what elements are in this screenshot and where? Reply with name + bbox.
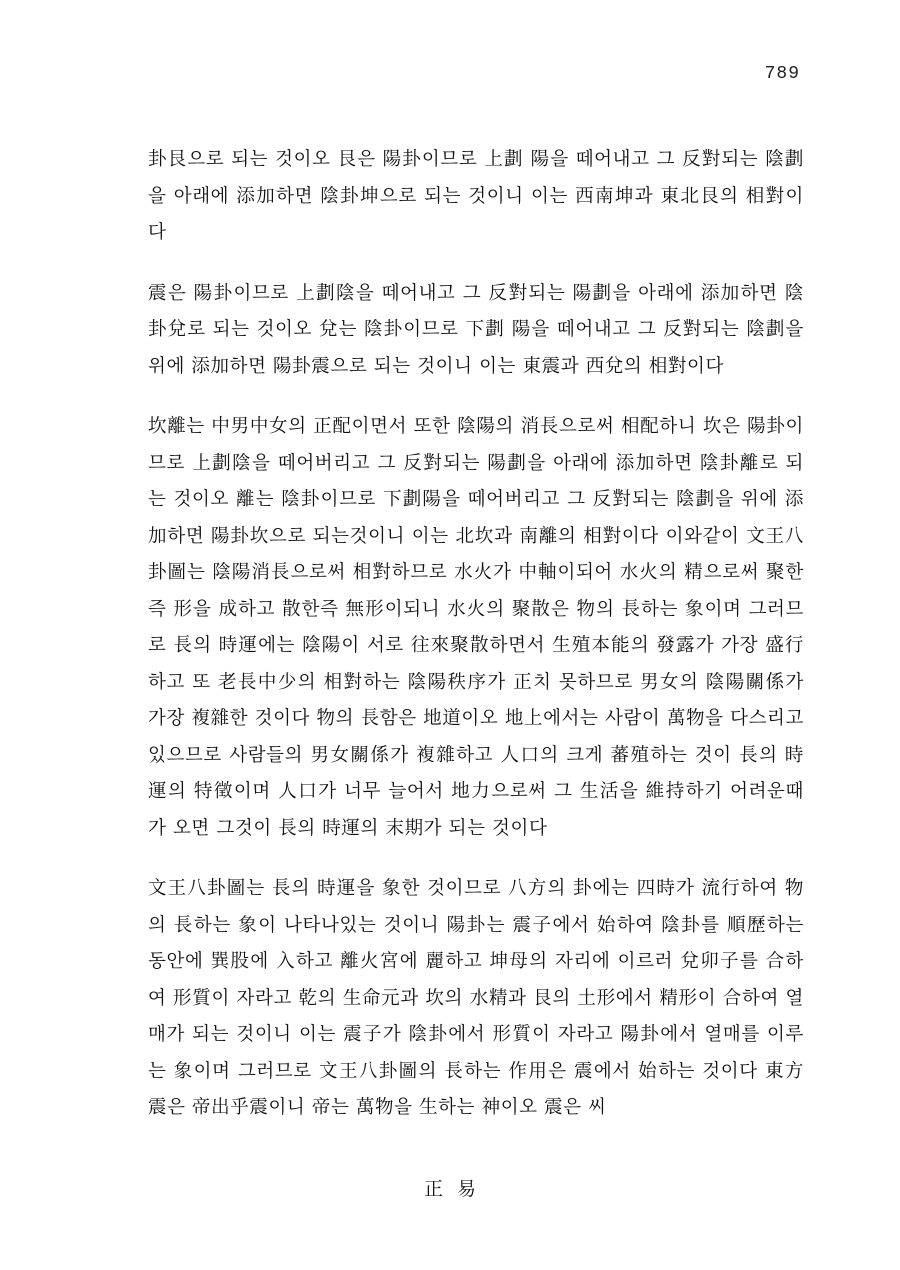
paragraph: 坎離는 中男中女의 正配이면서 또한 陰陽의 消長으로써 相配하니 坎은 陽卦이므로 上劃陰을 떼어버리고 그 反對되는 陽劃을 아래에 添加하면 陰卦離로 되는 것이오 離는 陰卦이므로 下劃陽을 떼어버리고 그 反對되는 陰劃을 위에 添加하면 陽卦坎으로 되는것이니 이는 北坎과 南離의 相對이다 이와같이 文王八卦圖는 陰陽消長으로써 相對하므로 水火가 中軸이되어 水火의 精으로써 聚한즉 形을 成하고 散한즉 無形이되니 水火의 聚散은 物의 長하는 象이며 그러므로 長의 時運에는 陰陽이 서로 往來聚散하면서 生殖本能의 發露가 가장 盛行하고 또 老長中少의 相對하는 陰陽秩序가 正치 못하므로 男女의 陰陽關係가 가장 複雜한 것이다 物의 長함은 地道이오 地上에서는 사람이 萬物을 다스리고 있으므로 사람들의 男女關係가 複雜하고 人口의 크게 蕃殖하는 것이 長의 時運의 特徵이며 人口가 너무 늘어서 地力으로써 그 生活을 維持하기 어려운때가 오면 그것이 長의 時運의 末期가 되는 것이다 [148,416,804,839]
paragraph: 卦艮으로 되는 것이오 艮은 陽卦이므로 上劃 陽을 떼어내고 그 反對되는 陰劃을 아래에 添加하면 陰卦坤으로 되는 것이니 이는 西南坤과 東北艮의 相對이다 [148,149,804,243]
page-number: 789 [764,64,800,84]
paragraph: 震은 陽卦이므로 上劃陰을 떼어내고 그 反對되는 陽劃을 아래에 添加하면 陰卦兌로 되는 것이오 兌는 陰卦이므로 下劃 陽을 떼어내고 그 反對되는 陰劃을 위에 添加하면 陽卦震으로 되는 것이니 이는 東震과 西兌의 相對이다 [148,282,804,377]
footer-title: 正易 [423,1178,490,1200]
paragraph: 文王八卦圖는 長의 時運을 象한 것이므로 八方의 卦에는 四時가 流行하여 物의 長하는 象이 나타나있는 것이니 陽卦는 震子에서 始하여 陰卦를 順歷하는 동안에 巽股에 入하고 離火宮에 麗하고 坤母의 자리에 이르러 兌卯子를 合하여 形質이 자라고 乾의 生命元과 坎의 水精과 艮의 土形에서 精形이 合하여 열매가 되는 것이니 이는 震子가 陰卦에서 形質이 자라고 陽卦에서 열매를 이루는 象이며 그러므로 文王八卦圖의 長하는 作用은 震에서 始하는 것이다 東方震은 帝出乎震이니 帝는 萬物을 生하는 神이오 震은 씨 [148,878,804,1118]
body-text [148,142,804,1151]
